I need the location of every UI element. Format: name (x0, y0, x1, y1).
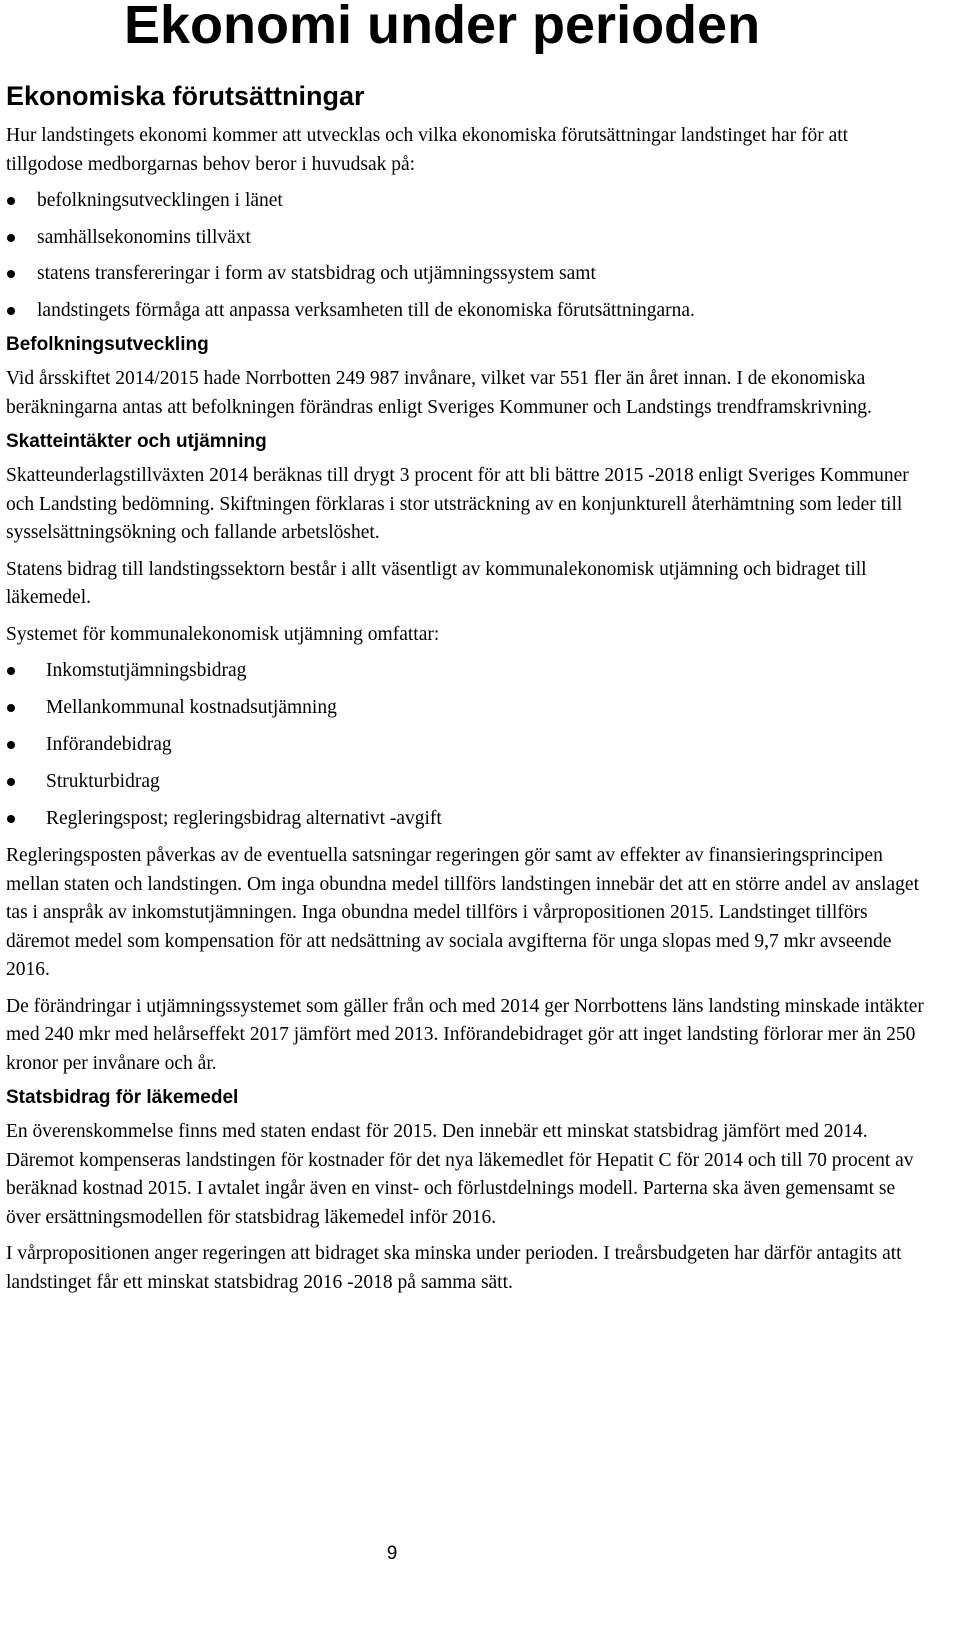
lakemedel-heading: Statsbidrag för läkemedel (6, 1087, 239, 1108)
bullet-icon (7, 667, 15, 675)
skatt-paragraph-3: Systemet för kommunalekonomisk utjämning omfattar: (6, 623, 440, 645)
list-item: Mellankommunal kostnadsutjämning (6, 694, 924, 723)
skatt-heading: Skatteintäkter och utjämning (6, 431, 267, 452)
list-item: Strukturbidrag (6, 768, 924, 797)
lakemedel-paragraph-1: En överenskommelse finns med staten endast för 2015. Den innebär ett minskat statsbidrag jämfört med 2014. Däremot kompenseras landstingen för kostnader för det nya läkemedlet för Hepatit C för 2014 och till 70 procent av beräknad kostnad 2015. I avtalet ingår även en vinst- och förlustdelnings modell. Parterna ska även gemensamt se över ersättningsmodellen för statsbidrag läkemedel inför 2016. (6, 1121, 914, 1228)
intro-paragraph: Hur landstingets ekonomi kommer att utvecklas och vilka ekonomiska förutsättningar landstinget har för att tillgodose medborgarnas behov beror i huvudsak på: (6, 125, 849, 175)
list-item: befolkningsutvecklingen i länet (6, 187, 924, 216)
bullet-icon (7, 741, 15, 749)
bullet-icon (7, 234, 15, 242)
bullet-icon (7, 815, 15, 823)
page-title: Ekonomi under perioden (124, 0, 761, 55)
list-item: samhällsekonomins tillväxt (6, 224, 924, 253)
bullet-icon (7, 704, 15, 712)
lakemedel-paragraph-2: I vårpropositionen anger regeringen att bidraget ska minska under perioden. I treårsbudgeten har därför antagits att landstinget får ett minskat statsbidrag 2016 -2018 på samma sätt. (6, 1243, 902, 1293)
bullet-icon (7, 307, 15, 315)
bullet-icon (7, 270, 15, 278)
list-item: Regleringspost; regleringsbidrag alternativt -avgift (6, 805, 924, 834)
utjamning-bullet-list (6, 657, 924, 834)
bullet-icon (7, 197, 15, 205)
bullet-icon (7, 778, 15, 786)
list-item: statens transfereringar i form av statsbidrag och utjämningssystem samt (6, 260, 924, 289)
document-body (6, 122, 924, 1297)
list-item: landstingets förmåga att anpassa verksamheten till de ekonomiska förutsättningarna. (6, 297, 924, 326)
skatt-paragraph-1: Skatteunderlagstillväxten 2014 beräknas till drygt 3 procent för att bli bättre 2015 -2018 enligt Sveriges Kommuner och Landsting bedömning. Skiftningen förklaras i stor utsträckning av en konjunkturell återhämtning som leder till sysselsättningsökning och fallande arbetslöshet. (6, 465, 909, 543)
intro-bullet-list (6, 187, 924, 325)
skatt-paragraph-5: De förändringar i utjämningssystemet som gäller från och med 2014 ger Norrbottens läns landsting minskade intäkter med 240 mkr med helårseffekt 2017 jämfört med 2013. Införandebidraget gör att inget landsting förlorar mer än 250 kronor per invånare och år. (6, 995, 924, 1074)
skatt-paragraph-4: Regleringsposten påverkas av de eventuella satsningar regeringen gör samt av effekter av finansieringsprincipen mellan staten och landstingen. Om inga obundna medel tillförs landstingen innebär det att en större andel av anslaget tas i anspråk av inkomstutjämningen. Inga obundna medel tillförs i vårpropositionen 2015. Landstinget tillförs däremot medel som kompensation för att nedsättning av sociala avgifterna för unga slopas med 9,7 mkr avseende 2016. (6, 845, 919, 980)
list-item: Införandebidrag (6, 731, 924, 760)
befolkning-paragraph: Vid årsskiftet 2014/2015 hade Norrbotten 249 987 invånare, vilket var 551 fler än året innan. I de ekonomiska beräkningarna antas att befolkningen förändras enligt Sveriges Kommuner och Landstings trendframskrivning. (6, 368, 872, 418)
section-heading: Ekonomiska förutsättningar (6, 81, 365, 111)
list-item: Inkomstutjämningsbidrag (6, 657, 924, 686)
skatt-paragraph-2: Statens bidrag till landstingssektorn består i allt väsentligt av kommunalekonomisk utjämning och bidraget till läkemedel. (6, 558, 867, 608)
befolkning-heading: Befolkningsutveckling (6, 334, 209, 355)
page-number: 9 (386, 1543, 398, 1564)
